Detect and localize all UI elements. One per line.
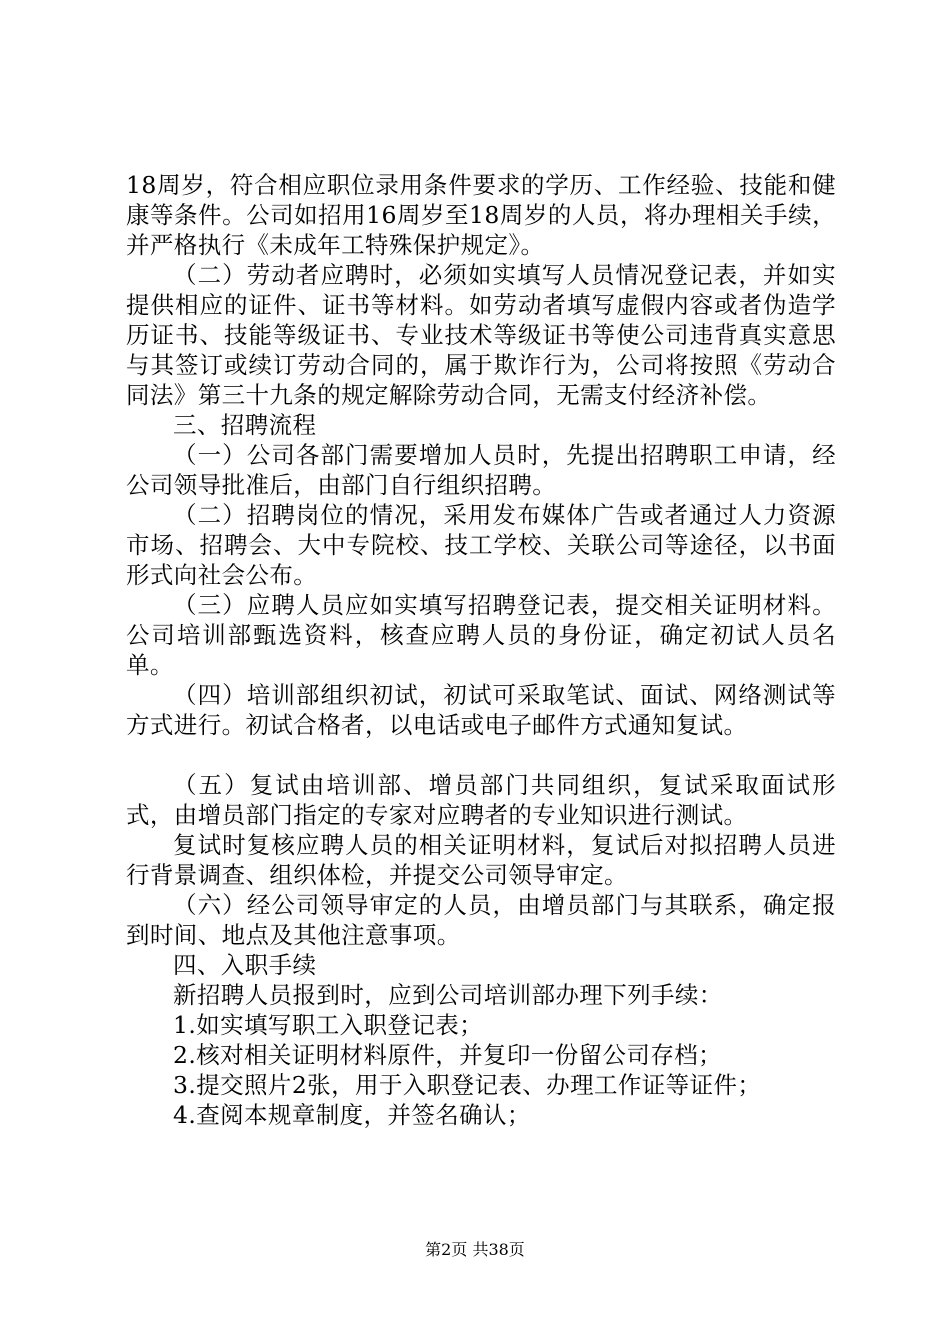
paragraph-step-5-continued: 复试时复核应聘人员的相关证明材料，复试后对拟招聘人员进行背景调查、组织体检，并提交公司领导审定。 <box>126 831 836 889</box>
document-body <box>126 170 836 1130</box>
paragraph-step-2: （二）招聘岗位的情况，采用发布媒体广告或者通过人力资源市场、招聘会、大中专院校、技工学校、关联公司等途径，以书面形式向社会公布。 <box>126 501 836 589</box>
paragraph-gap <box>126 740 836 770</box>
page-footer <box>0 1240 950 1260</box>
list-item-2: 2.核对相关证明材料原件，并复印一份留公司存档； <box>173 1041 723 1069</box>
list-item-1: 1.如实填写职工入职登记表； <box>173 1011 484 1039</box>
section-heading-recruitment-process: 三、招聘流程 <box>173 411 317 439</box>
paragraph-age-requirement: 18周岁，符合相应职位录用条件要求的学历、工作经验、技能和健康等条件。公司如招用16周岁至18周岁的人员，将办理相关手续，并严格执行《未成年工特殊保护规定》。 <box>126 171 836 259</box>
paragraph-step-4: （四）培训部组织初试，初试可采取笔试、面试、网络测试等方式进行。初试合格者，以电话或电子邮件方式通知复试。 <box>126 681 836 739</box>
list-item-3: 3.提交照片2张，用于入职登记表、办理工作证等证件； <box>173 1071 762 1099</box>
paragraph-applicant-honesty: （二）劳动者应聘时，必须如实填写人员情况登记表，并如实提供相应的证件、证书等材料。如劳动者填写虚假内容或者伪造学历证书、技能等级证书、专业技术等级证书等使公司违背真实意思与其签订或续订劳动合同的，属于欺诈行为，公司将按照《劳动合同法》第三十九条的规定解除劳动合同，无需支付经济补偿。 <box>126 261 836 409</box>
paragraph-step-1: （一）公司各部门需要增加人员时，先提出招聘职工申请，经公司领导批准后，由部门自行组织招聘。 <box>126 441 836 499</box>
paragraph-step-3: （三）应聘人员应如实填写招聘登记表，提交相关证明材料。公司培训部甄选资料，核查应聘人员的身份证，确定初试人员名单。 <box>126 591 836 679</box>
paragraph-onboarding-intro: 新招聘人员报到时，应到公司培训部办理下列手续： <box>173 981 723 1009</box>
paragraph-step-6: （六）经公司领导审定的人员，由增员部门与其联系，确定报到时间、地点及其他注意事项。 <box>126 891 836 949</box>
paragraph-step-5: （五）复试由培训部、增员部门共同组织，复试采取面试形式，由增员部门指定的专家对应聘者的专业知识进行测试。 <box>126 771 836 829</box>
section-heading-onboarding: 四、入职手续 <box>173 951 317 979</box>
page-number-label: 第2页 共38页 <box>425 1240 525 1259</box>
list-item-4: 4.查阅本规章制度，并签名确认； <box>173 1101 531 1129</box>
